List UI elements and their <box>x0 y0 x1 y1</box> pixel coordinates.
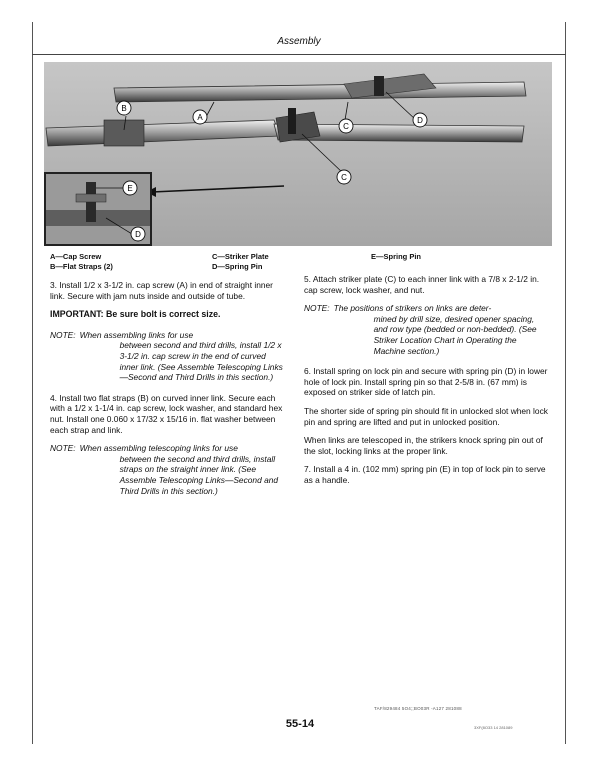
step-4: 4. Install two flat straps (B) on curved inner link. Secure each with a 1/2 x 1-1/4 in. cap screw, lock washer, and standard hex nut. Install one 0.060 x 17/32 x 15/16 in. flat washer between each strap and link. <box>50 392 283 435</box>
note-2-body: between the second and third drills, install straps on the straight inner link. (See Assemble Telescoping Links—Second and Third Drills in this section.) <box>119 453 279 496</box>
step-5: 5. Attach striker plate (C) to each inner link with a 7/8 x 2-1/2 in. cap screw, lock washer, and nut. <box>304 274 540 295</box>
para-telescoped: When links are telescoped in, the strikers knock spring pin out of the slot, locking links at the proper link. <box>304 435 543 456</box>
svg-text:D: D <box>417 116 423 125</box>
section-header: Assembly <box>277 36 321 47</box>
svg-text:E: E <box>127 184 133 193</box>
step-3: 3. Install 1/2 x 3-1/2 in. cap screw (A) in end of straight inner link. Secure with jam nuts inside and outside of tube. <box>50 280 273 301</box>
inset-detail-photo <box>44 172 152 246</box>
flat-straps <box>104 120 144 146</box>
figure-reference-code: TAF/829484 5O4;;BO03R -A127 281088 <box>374 706 462 711</box>
left-column <box>50 280 286 506</box>
callout-d-inset <box>131 227 145 241</box>
callout-d-main <box>339 119 353 133</box>
note-1-body: between second and third drills, install 1/2 x 3-1/2 in. cap screw in the end of curved inner link. (See Assemble Telescoping Links—Second and Third Drills in this section.) <box>119 340 283 383</box>
note-3-first-line: The positions of strikers on links are deter- <box>333 303 492 314</box>
legend-left <box>50 252 113 272</box>
header-rule <box>32 54 566 55</box>
inset-spring <box>76 194 106 202</box>
upper-lock-pin <box>374 76 384 96</box>
inset-drawing <box>46 174 150 244</box>
legend-middle <box>212 252 269 272</box>
callout-c-lower <box>337 170 351 184</box>
legend-item-e: E—Spring Pin <box>371 252 422 261</box>
note-2-first-line: When assembling telescoping links for use <box>79 443 238 454</box>
step-6: 6. Install spring on lock pin and secure with spring pin (D) in lower hole of lock pin. Install spring pin so that 2-5/8 in. (67 mm) is exposed on striker side of latch pin. <box>304 366 548 398</box>
note-2 <box>50 443 286 496</box>
legend-item-a: A—Cap Screw <box>50 252 102 261</box>
note-3 <box>304 303 550 356</box>
right-column <box>304 274 550 494</box>
svg-text:C: C <box>341 173 347 182</box>
page-number: 55-14 <box>285 718 315 730</box>
legend-item-c: C—Striker Plate <box>212 252 269 261</box>
note-1-label: NOTE: <box>50 329 76 340</box>
callout-e <box>123 181 137 195</box>
step-7: 7. Install a 4 in. (102 mm) spring pin (E) in top of lock pin to serve as a handle. <box>304 464 546 485</box>
para-short-side: The shorter side of spring pin should fit in unlocked slot when lock pin and spring are lifted and put in unlocked position. <box>304 405 548 427</box>
legend-item-b: B—Flat Straps (2) <box>50 262 113 271</box>
note-2-label: NOTE: <box>50 443 76 454</box>
legend-right <box>371 252 421 262</box>
callout-c-upper <box>413 113 427 127</box>
svg-text:C: C <box>343 122 349 131</box>
lower-lock-pin <box>288 108 296 134</box>
note-3-label: NOTE: <box>304 303 330 314</box>
legend-item-d: D—Spring Pin <box>212 262 263 271</box>
callout-b <box>117 101 131 115</box>
note-1 <box>50 330 286 383</box>
note-1-first-line: When assembling links for use <box>79 329 194 340</box>
svg-text:A: A <box>197 113 203 122</box>
svg-text:B: B <box>121 104 127 113</box>
note-3-body: mined by drill size, desired opener spacing, and row type (bedded or non-bedded). (See Striker Location Chart in Operating the Machine section.) <box>373 313 537 356</box>
page-reference-code: 3XF(8O33 14 281089 <box>474 725 513 730</box>
callout-a <box>193 110 207 124</box>
svg-text:D: D <box>135 230 141 239</box>
important-notice: IMPORTANT: Be sure bolt is correct size. <box>50 309 221 320</box>
